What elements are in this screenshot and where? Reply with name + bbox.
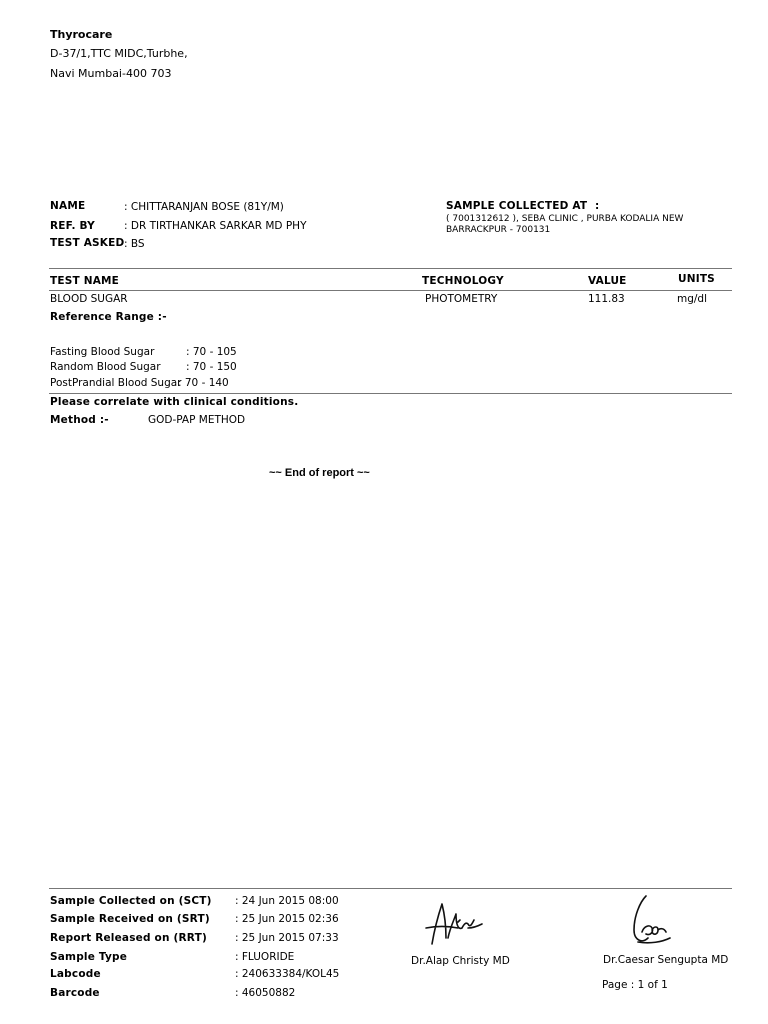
ref-item-value: : 70 - 150	[186, 361, 237, 373]
reference-range-title: Reference Range :-	[50, 311, 167, 323]
footer-field-value: : 25 Jun 2015 02:36	[235, 913, 339, 925]
ref-item-label: PostPrandial Blood Sugar	[50, 377, 182, 389]
clinical-correlation-note: Please correlate with clinical conditions.	[50, 396, 299, 408]
footer-field-value: : 46050882	[235, 987, 296, 999]
row-technology: PHOTOMETRY	[425, 293, 498, 305]
ref-by-label: REF. BY	[50, 220, 95, 232]
test-asked-label: TEST ASKED	[50, 237, 125, 249]
lab-address-line1: D-37/1,TTC MIDC,Turbhe,	[50, 47, 188, 60]
footer-field-value: : 25 Jun 2015 07:33	[235, 932, 339, 944]
lab-address-line2: Navi Mumbai-400 703	[50, 67, 172, 80]
reference-bottom-rule	[49, 393, 732, 394]
end-of-report: ~~ End of report ~~	[269, 467, 370, 479]
col-header-value: VALUE	[588, 275, 627, 287]
patient-name-label: NAME	[50, 200, 86, 212]
footer-field-value: : 24 Jun 2015 08:00	[235, 895, 339, 907]
row-value: 111.83	[588, 293, 625, 305]
table-header-rule	[49, 290, 732, 291]
col-header-units: UNITS	[678, 273, 715, 285]
sample-collected-at-label	[446, 200, 599, 212]
doctor2-name: Dr.Caesar Sengupta MD	[603, 954, 729, 966]
footer-rule	[49, 888, 732, 889]
page-number: Page : 1 of 1	[602, 979, 668, 991]
method-value: GOD-PAP METHOD	[148, 414, 246, 426]
footer-field-label: Barcode	[50, 987, 100, 999]
method-label: Method :-	[50, 414, 109, 426]
col-header-technology: TECHNOLOGY	[422, 275, 504, 287]
test-asked-value: : BS	[124, 238, 145, 250]
footer-field-label: Labcode	[50, 968, 101, 980]
row-test-name: BLOOD SUGAR	[50, 293, 128, 305]
row-units: mg/dl	[677, 293, 708, 305]
footer-field-value: : FLUORIDE	[235, 951, 295, 963]
ref-item-value: : 70 - 105	[186, 346, 237, 358]
col-header-test-name: TEST NAME	[50, 275, 120, 287]
collection-address-line2: BARRACKPUR - 700131	[446, 225, 551, 235]
doctor1-name: Dr.Alap Christy MD	[411, 955, 510, 967]
signature-alap-christy	[418, 898, 486, 950]
signature-caesar-sengupta	[626, 892, 676, 948]
sample-collected-at-text: SAMPLE COLLECTED AT	[446, 200, 588, 212]
table-top-rule	[49, 268, 732, 269]
ref-item-label: Fasting Blood Sugar	[50, 346, 155, 358]
footer-field-label: Sample Collected on (SCT)	[50, 895, 212, 907]
ref-item-label: Random Blood Sugar	[50, 361, 161, 373]
lab-name: Thyrocare	[50, 28, 113, 41]
ref-by-value: : DR TIRTHANKAR SARKAR MD PHY	[124, 220, 307, 232]
footer-field-label: Report Released on (RRT)	[50, 932, 207, 944]
collection-address-line1: ( 7001312612 ), SEBA CLINIC , PURBA KODALIA NEW	[446, 214, 684, 224]
sample-collected-at-colon: :	[594, 200, 600, 212]
patient-name-value: : CHITTARANJAN BOSE (81Y/M)	[124, 201, 284, 213]
footer-field-label: Sample Type	[50, 951, 128, 963]
ref-item-value: : 70 - 140	[178, 377, 229, 389]
footer-field-label: Sample Received on (SRT)	[50, 913, 210, 925]
footer-field-value: : 240633384/KOL45	[235, 968, 340, 980]
